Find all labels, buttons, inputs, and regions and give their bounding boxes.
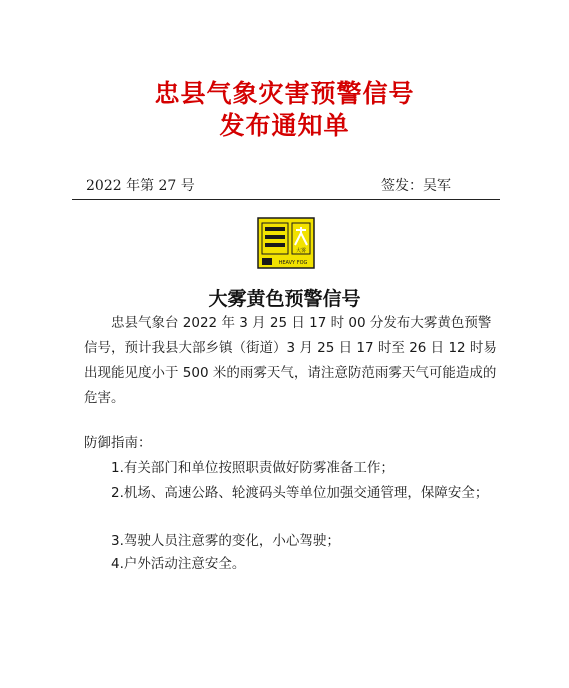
notice-body: 忠县气象台 2022 年 3 月 25 日 17 时 00 分发布大雾黄色预警信号，预计我县大部乡镇（街道）3 月 25 日 17 时至 26 日 12 时易出现能见度小于 500 米的雨雾天气，请注意防范雨雾天气可能造成的危害。	[84, 315, 497, 406]
icon-cn-label: 大雾	[295, 248, 307, 254]
title-line-2: 发布通知单	[219, 111, 350, 140]
fog-yellow-warning-icon	[257, 217, 315, 269]
guide-item: 3.驾驶人员注意雾的变化，小心驾驶；	[111, 533, 340, 549]
guide-item: 2.机场、高速公路、轮渡码头等单位加强交通管理，保障安全；	[111, 485, 489, 501]
guide-item: 1.有关部门和单位按照职责做好防雾准备工作；	[111, 460, 394, 476]
guide-title: 防御指南：	[84, 435, 152, 451]
issue-number: 2022 年第 27 号	[86, 178, 195, 194]
icon-en-label: HEAVY FOG	[278, 260, 308, 266]
notice-heading: 大雾黄色预警信号	[208, 288, 361, 310]
guide-item: 4.户外活动注意安全。	[111, 556, 246, 572]
signer: 签发：吴军	[381, 178, 451, 194]
title-line-1: 忠县气象灾害预警信号	[154, 79, 415, 108]
header-divider	[72, 199, 500, 200]
